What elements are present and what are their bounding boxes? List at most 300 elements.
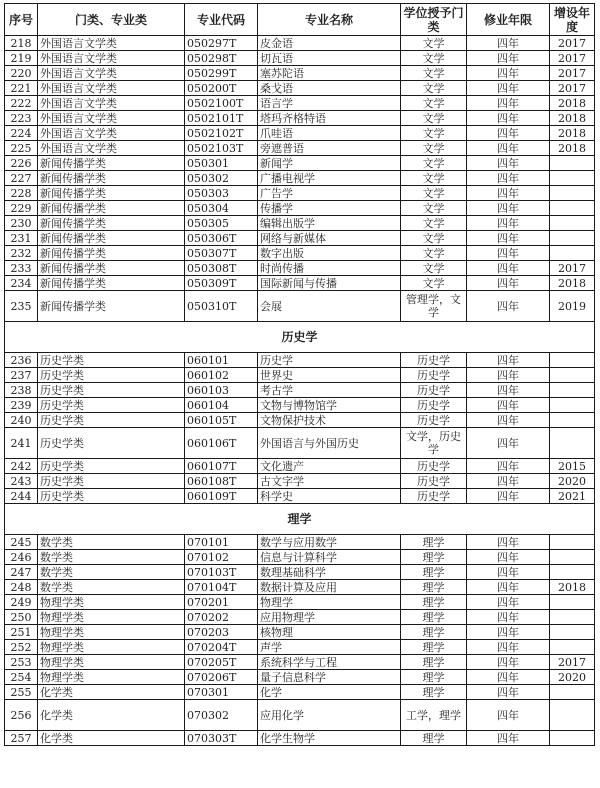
cell-category: 化学类	[38, 731, 185, 746]
cell-code: 070201	[185, 595, 258, 610]
table-row	[5, 580, 595, 595]
cell-name: 数据计算及应用	[258, 580, 401, 595]
cell-degree: 文学	[401, 201, 467, 216]
cell-seq: 250	[5, 610, 38, 625]
section-row	[5, 322, 595, 353]
cell-degree: 理学	[401, 731, 467, 746]
table-row	[5, 550, 595, 565]
cell-duration: 四年	[467, 670, 550, 685]
cell-degree: 文学	[401, 141, 467, 156]
cell-duration: 四年	[467, 413, 550, 428]
cell-name: 切瓦语	[258, 51, 401, 66]
cell-seq: 245	[5, 535, 38, 550]
cell-seq: 220	[5, 66, 38, 81]
cell-seq: 251	[5, 625, 38, 640]
table-row	[5, 291, 595, 322]
cell-degree: 理学	[401, 655, 467, 670]
cell-duration: 四年	[467, 111, 550, 126]
table-row	[5, 81, 595, 96]
header-duration: 修业年限	[467, 4, 550, 36]
table-row	[5, 610, 595, 625]
cell-category: 新闻传播学类	[38, 156, 185, 171]
cell-year	[550, 201, 595, 216]
section-title: 理学	[5, 504, 595, 535]
cell-seq: 226	[5, 156, 38, 171]
cell-degree: 文学	[401, 171, 467, 186]
cell-name: 文物与博物馆学	[258, 398, 401, 413]
cell-name: 信息与计算科学	[258, 550, 401, 565]
cell-year	[550, 595, 595, 610]
cell-degree: 理学	[401, 670, 467, 685]
table-row	[5, 36, 595, 51]
cell-name: 历史学	[258, 353, 401, 368]
cell-duration: 四年	[467, 700, 550, 731]
cell-degree: 文学	[401, 261, 467, 276]
cell-degree: 文学	[401, 276, 467, 291]
cell-category: 外国语言文学类	[38, 111, 185, 126]
cell-year	[550, 171, 595, 186]
cell-category: 新闻传播学类	[38, 201, 185, 216]
cell-category: 外国语言文学类	[38, 81, 185, 96]
table-row	[5, 186, 595, 201]
cell-degree: 工学，理学	[401, 700, 467, 731]
table-header-row	[5, 4, 595, 36]
table-row	[5, 383, 595, 398]
cell-category: 外国语言文学类	[38, 96, 185, 111]
cell-degree: 文学	[401, 36, 467, 51]
cell-degree: 历史学	[401, 368, 467, 383]
cell-seq: 235	[5, 291, 38, 322]
cell-name: 传播学	[258, 201, 401, 216]
cell-year: 2020	[550, 670, 595, 685]
cell-duration: 四年	[467, 36, 550, 51]
table-row	[5, 141, 595, 156]
cell-category: 外国语言文学类	[38, 126, 185, 141]
cell-year: 2015	[550, 459, 595, 474]
table-body	[5, 36, 595, 746]
cell-category: 新闻传播学类	[38, 171, 185, 186]
cell-year	[550, 700, 595, 731]
cell-year: 2018	[550, 111, 595, 126]
cell-code: 060101	[185, 353, 258, 368]
cell-name: 国际新闻与传播	[258, 276, 401, 291]
cell-degree: 文学	[401, 96, 467, 111]
cell-category: 外国语言文学类	[38, 141, 185, 156]
cell-degree: 文学	[401, 246, 467, 261]
cell-name: 文化遗产	[258, 459, 401, 474]
cell-duration: 四年	[467, 565, 550, 580]
cell-seq: 232	[5, 246, 38, 261]
cell-year: 2018	[550, 96, 595, 111]
cell-year	[550, 610, 595, 625]
table-row	[5, 398, 595, 413]
header-code: 专业代码	[185, 4, 258, 36]
cell-year	[550, 216, 595, 231]
cell-name: 外国语言与外国历史	[258, 428, 401, 459]
cell-seq: 246	[5, 550, 38, 565]
table-row	[5, 368, 595, 383]
cell-code: 070302	[185, 700, 258, 731]
cell-code: 070301	[185, 685, 258, 700]
cell-name: 数理基础科学	[258, 565, 401, 580]
header-category: 门类、专业类	[38, 4, 185, 36]
cell-category: 数学类	[38, 580, 185, 595]
cell-degree: 理学	[401, 610, 467, 625]
cell-seq: 243	[5, 474, 38, 489]
cell-degree: 理学	[401, 550, 467, 565]
cell-seq: 225	[5, 141, 38, 156]
table-row	[5, 474, 595, 489]
cell-duration: 四年	[467, 459, 550, 474]
cell-category: 历史学类	[38, 383, 185, 398]
cell-name: 世界史	[258, 368, 401, 383]
cell-code: 070204T	[185, 640, 258, 655]
cell-category: 物理学类	[38, 595, 185, 610]
cell-seq: 244	[5, 489, 38, 504]
cell-duration: 四年	[467, 201, 550, 216]
table-row	[5, 413, 595, 428]
cell-year	[550, 383, 595, 398]
cell-duration: 四年	[467, 216, 550, 231]
cell-code: 070202	[185, 610, 258, 625]
cell-degree: 文学	[401, 156, 467, 171]
cell-code: 0502101T	[185, 111, 258, 126]
cell-duration: 四年	[467, 474, 550, 489]
cell-name: 应用化学	[258, 700, 401, 731]
cell-year: 2017	[550, 36, 595, 51]
cell-category: 化学类	[38, 685, 185, 700]
cell-code: 050200T	[185, 81, 258, 96]
cell-seq: 218	[5, 36, 38, 51]
cell-year	[550, 353, 595, 368]
table-row	[5, 111, 595, 126]
cell-name: 古文字学	[258, 474, 401, 489]
cell-duration: 四年	[467, 655, 550, 670]
cell-category: 历史学类	[38, 353, 185, 368]
cell-duration: 四年	[467, 81, 550, 96]
cell-duration: 四年	[467, 550, 550, 565]
cell-name: 化学	[258, 685, 401, 700]
cell-code: 0502103T	[185, 141, 258, 156]
cell-duration: 四年	[467, 126, 550, 141]
table-row	[5, 640, 595, 655]
cell-category: 外国语言文学类	[38, 51, 185, 66]
table-row	[5, 201, 595, 216]
cell-year: 2017	[550, 51, 595, 66]
cell-seq: 248	[5, 580, 38, 595]
cell-degree: 理学	[401, 565, 467, 580]
table-row	[5, 489, 595, 504]
cell-name: 量子信息科学	[258, 670, 401, 685]
cell-year	[550, 535, 595, 550]
cell-category: 数学类	[38, 535, 185, 550]
cell-seq: 227	[5, 171, 38, 186]
cell-duration: 四年	[467, 231, 550, 246]
header-degree: 学位授予门类	[401, 4, 467, 36]
cell-duration: 四年	[467, 66, 550, 81]
cell-seq: 234	[5, 276, 38, 291]
cell-year	[550, 640, 595, 655]
cell-code: 050310T	[185, 291, 258, 322]
cell-degree: 文学	[401, 51, 467, 66]
cell-code: 060106T	[185, 428, 258, 459]
cell-seq: 242	[5, 459, 38, 474]
cell-name: 会展	[258, 291, 401, 322]
cell-duration: 四年	[467, 141, 550, 156]
cell-category: 历史学类	[38, 398, 185, 413]
cell-duration: 四年	[467, 51, 550, 66]
cell-name: 科学史	[258, 489, 401, 504]
header-year: 增设年度	[550, 4, 595, 36]
cell-year	[550, 550, 595, 565]
table-row	[5, 96, 595, 111]
table-row	[5, 428, 595, 459]
cell-code: 050301	[185, 156, 258, 171]
cell-name: 塔玛齐格特语	[258, 111, 401, 126]
cell-code: 050297T	[185, 36, 258, 51]
cell-code: 070206T	[185, 670, 258, 685]
cell-name: 考古学	[258, 383, 401, 398]
cell-year: 2018	[550, 276, 595, 291]
cell-year: 2018	[550, 580, 595, 595]
table-row	[5, 66, 595, 81]
cell-degree: 理学	[401, 535, 467, 550]
cell-code: 060105T	[185, 413, 258, 428]
cell-code: 050306T	[185, 231, 258, 246]
cell-code: 050304	[185, 201, 258, 216]
cell-degree: 文学	[401, 81, 467, 96]
cell-seq: 229	[5, 201, 38, 216]
cell-name: 时尚传播	[258, 261, 401, 276]
cell-year	[550, 231, 595, 246]
cell-seq: 237	[5, 368, 38, 383]
cell-category: 外国语言文学类	[38, 66, 185, 81]
cell-name: 广播电视学	[258, 171, 401, 186]
cell-duration: 四年	[467, 246, 550, 261]
cell-duration: 四年	[467, 625, 550, 640]
cell-name: 塞苏陀语	[258, 66, 401, 81]
cell-code: 050303	[185, 186, 258, 201]
cell-seq: 252	[5, 640, 38, 655]
cell-duration: 四年	[467, 96, 550, 111]
cell-duration: 四年	[467, 156, 550, 171]
cell-seq: 254	[5, 670, 38, 685]
cell-duration: 四年	[467, 595, 550, 610]
table-row	[5, 353, 595, 368]
cell-seq: 257	[5, 731, 38, 746]
table-row	[5, 156, 595, 171]
cell-degree: 历史学	[401, 413, 467, 428]
cell-duration: 四年	[467, 640, 550, 655]
cell-year: 2017	[550, 655, 595, 670]
cell-category: 外国语言文学类	[38, 36, 185, 51]
cell-code: 070104T	[185, 580, 258, 595]
cell-code: 050307T	[185, 246, 258, 261]
cell-code: 050308T	[185, 261, 258, 276]
table-row	[5, 171, 595, 186]
cell-seq: 241	[5, 428, 38, 459]
cell-year	[550, 731, 595, 746]
cell-year	[550, 413, 595, 428]
cell-degree: 历史学	[401, 459, 467, 474]
cell-category: 历史学类	[38, 428, 185, 459]
cell-duration: 四年	[467, 353, 550, 368]
cell-seq: 222	[5, 96, 38, 111]
cell-year: 2017	[550, 81, 595, 96]
cell-year	[550, 186, 595, 201]
cell-seq: 253	[5, 655, 38, 670]
cell-degree: 文学	[401, 111, 467, 126]
cell-duration: 四年	[467, 535, 550, 550]
cell-code: 070102	[185, 550, 258, 565]
cell-year: 2021	[550, 489, 595, 504]
cell-category: 数学类	[38, 565, 185, 580]
cell-duration: 四年	[467, 428, 550, 459]
cell-year	[550, 246, 595, 261]
cell-code: 070203	[185, 625, 258, 640]
cell-category: 新闻传播学类	[38, 261, 185, 276]
cell-name: 数字出版	[258, 246, 401, 261]
cell-duration: 四年	[467, 383, 550, 398]
cell-category: 物理学类	[38, 670, 185, 685]
cell-name: 旁遮普语	[258, 141, 401, 156]
cell-degree: 文学	[401, 231, 467, 246]
cell-seq: 228	[5, 186, 38, 201]
cell-seq: 224	[5, 126, 38, 141]
table-row	[5, 246, 595, 261]
cell-name: 文物保护技术	[258, 413, 401, 428]
cell-name: 声学	[258, 640, 401, 655]
table-row	[5, 670, 595, 685]
cell-code: 050298T	[185, 51, 258, 66]
table-row	[5, 231, 595, 246]
cell-category: 物理学类	[38, 610, 185, 625]
cell-duration: 四年	[467, 731, 550, 746]
cell-seq: 221	[5, 81, 38, 96]
cell-degree: 理学	[401, 580, 467, 595]
cell-code: 060109T	[185, 489, 258, 504]
cell-name: 网络与新媒体	[258, 231, 401, 246]
table-row	[5, 459, 595, 474]
cell-degree: 历史学	[401, 489, 467, 504]
cell-duration: 四年	[467, 368, 550, 383]
cell-code: 070303T	[185, 731, 258, 746]
cell-code: 060108T	[185, 474, 258, 489]
cell-name: 核物理	[258, 625, 401, 640]
cell-code: 060107T	[185, 459, 258, 474]
cell-year	[550, 428, 595, 459]
cell-duration: 四年	[467, 489, 550, 504]
cell-year	[550, 685, 595, 700]
cell-name: 编辑出版学	[258, 216, 401, 231]
cell-category: 新闻传播学类	[38, 216, 185, 231]
table-row	[5, 276, 595, 291]
cell-duration: 四年	[467, 291, 550, 322]
cell-degree: 管理学，文学	[401, 291, 467, 322]
cell-category: 化学类	[38, 700, 185, 731]
cell-category: 物理学类	[38, 655, 185, 670]
cell-year: 2017	[550, 261, 595, 276]
cell-degree: 文学	[401, 216, 467, 231]
cell-seq: 249	[5, 595, 38, 610]
table-row	[5, 51, 595, 66]
cell-year: 2018	[550, 141, 595, 156]
cell-category: 物理学类	[38, 625, 185, 640]
cell-year	[550, 625, 595, 640]
cell-degree: 历史学	[401, 353, 467, 368]
cell-year	[550, 368, 595, 383]
cell-category: 历史学类	[38, 474, 185, 489]
cell-category: 新闻传播学类	[38, 186, 185, 201]
cell-seq: 238	[5, 383, 38, 398]
cell-duration: 四年	[467, 685, 550, 700]
cell-code: 0502102T	[185, 126, 258, 141]
cell-category: 新闻传播学类	[38, 231, 185, 246]
cell-year: 2020	[550, 474, 595, 489]
cell-name: 系统科学与工程	[258, 655, 401, 670]
cell-code: 050299T	[185, 66, 258, 81]
cell-code: 050309T	[185, 276, 258, 291]
cell-code: 050302	[185, 171, 258, 186]
majors-table	[4, 3, 595, 746]
cell-category: 历史学类	[38, 368, 185, 383]
table-row	[5, 565, 595, 580]
table-row	[5, 625, 595, 640]
cell-code: 060104	[185, 398, 258, 413]
cell-degree: 理学	[401, 640, 467, 655]
cell-duration: 四年	[467, 580, 550, 595]
table-row	[5, 685, 595, 700]
cell-category: 新闻传播学类	[38, 291, 185, 322]
cell-seq: 236	[5, 353, 38, 368]
cell-duration: 四年	[467, 398, 550, 413]
cell-degree: 理学	[401, 595, 467, 610]
cell-code: 070103T	[185, 565, 258, 580]
cell-duration: 四年	[467, 610, 550, 625]
table-row	[5, 535, 595, 550]
section-title: 历史学	[5, 322, 595, 353]
cell-code: 050305	[185, 216, 258, 231]
table-row	[5, 126, 595, 141]
cell-code: 070101	[185, 535, 258, 550]
header-seq: 序号	[5, 4, 38, 36]
cell-duration: 四年	[467, 171, 550, 186]
cell-year: 2017	[550, 66, 595, 81]
cell-year: 2018	[550, 126, 595, 141]
cell-category: 历史学类	[38, 459, 185, 474]
table-row	[5, 731, 595, 746]
cell-degree: 文学	[401, 126, 467, 141]
cell-duration: 四年	[467, 186, 550, 201]
cell-name: 新闻学	[258, 156, 401, 171]
cell-seq: 240	[5, 413, 38, 428]
cell-degree: 理学	[401, 625, 467, 640]
table-row	[5, 655, 595, 670]
cell-seq: 233	[5, 261, 38, 276]
table-row	[5, 595, 595, 610]
cell-degree: 理学	[401, 685, 467, 700]
cell-year	[550, 398, 595, 413]
cell-category: 新闻传播学类	[38, 246, 185, 261]
cell-seq: 231	[5, 231, 38, 246]
cell-code: 0502100T	[185, 96, 258, 111]
cell-name: 数学与应用数学	[258, 535, 401, 550]
cell-seq: 239	[5, 398, 38, 413]
cell-degree: 文学，历史学	[401, 428, 467, 459]
cell-degree: 历史学	[401, 474, 467, 489]
section-row	[5, 504, 595, 535]
cell-seq: 223	[5, 111, 38, 126]
